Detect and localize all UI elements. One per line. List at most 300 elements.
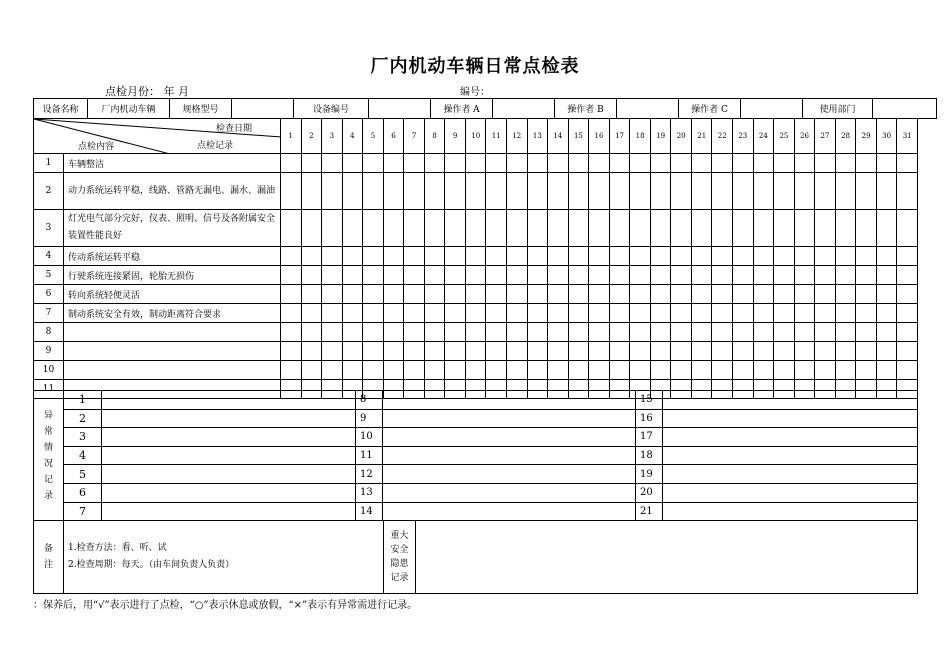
- check-cell[interactable]: [404, 323, 425, 342]
- check-cell[interactable]: [383, 285, 404, 304]
- check-cell[interactable]: [465, 247, 486, 266]
- check-cell[interactable]: [301, 173, 322, 210]
- check-cell[interactable]: [815, 210, 836, 247]
- abnormal-entry-cell[interactable]: [102, 502, 356, 521]
- check-cell[interactable]: [589, 285, 610, 304]
- check-cell[interactable]: [794, 210, 815, 247]
- check-cell[interactable]: [342, 154, 363, 173]
- check-cell[interactable]: [856, 247, 877, 266]
- check-cell[interactable]: [733, 173, 754, 210]
- check-cell[interactable]: [835, 304, 856, 323]
- check-cell[interactable]: [815, 361, 836, 380]
- check-cell[interactable]: [486, 247, 507, 266]
- check-cell[interactable]: [876, 361, 897, 380]
- check-cell[interactable]: [404, 266, 425, 285]
- check-cell[interactable]: [301, 361, 322, 380]
- check-cell[interactable]: [671, 154, 692, 173]
- check-cell[interactable]: [445, 266, 466, 285]
- check-cell[interactable]: [568, 266, 589, 285]
- check-cell[interactable]: [876, 210, 897, 247]
- check-cell[interactable]: [383, 210, 404, 247]
- check-cell[interactable]: [794, 154, 815, 173]
- check-cell[interactable]: [650, 266, 671, 285]
- check-cell[interactable]: [527, 173, 548, 210]
- check-cell[interactable]: [301, 247, 322, 266]
- check-cell[interactable]: [445, 342, 466, 361]
- check-cell[interactable]: [794, 247, 815, 266]
- check-cell[interactable]: [733, 154, 754, 173]
- check-cell[interactable]: [363, 266, 384, 285]
- check-cell[interactable]: [753, 304, 774, 323]
- check-cell[interactable]: [507, 266, 528, 285]
- check-cell[interactable]: [774, 285, 795, 304]
- check-cell[interactable]: [568, 247, 589, 266]
- check-cell[interactable]: [856, 154, 877, 173]
- check-cell[interactable]: [753, 342, 774, 361]
- check-cell[interactable]: [486, 285, 507, 304]
- check-cell[interactable]: [733, 266, 754, 285]
- check-cell[interactable]: [486, 154, 507, 173]
- check-cell[interactable]: [322, 304, 343, 323]
- check-cell[interactable]: [671, 266, 692, 285]
- check-cell[interactable]: [507, 304, 528, 323]
- check-cell[interactable]: [548, 247, 569, 266]
- check-cell[interactable]: [774, 210, 795, 247]
- abnormal-entry-cell[interactable]: [383, 483, 636, 502]
- check-cell[interactable]: [650, 342, 671, 361]
- check-cell[interactable]: [589, 304, 610, 323]
- check-cell[interactable]: [835, 361, 856, 380]
- check-cell[interactable]: [856, 304, 877, 323]
- model-value-cell[interactable]: [232, 99, 294, 119]
- check-cell[interactable]: [486, 342, 507, 361]
- check-cell[interactable]: [281, 342, 302, 361]
- check-cell[interactable]: [404, 154, 425, 173]
- check-cell[interactable]: [609, 342, 630, 361]
- check-cell[interactable]: [815, 285, 836, 304]
- check-cell[interactable]: [856, 285, 877, 304]
- abnormal-entry-cell[interactable]: [102, 391, 356, 410]
- check-cell[interactable]: [383, 247, 404, 266]
- check-cell[interactable]: [589, 342, 610, 361]
- check-cell[interactable]: [815, 342, 836, 361]
- check-cell[interactable]: [835, 173, 856, 210]
- check-cell[interactable]: [548, 210, 569, 247]
- check-cell[interactable]: [835, 285, 856, 304]
- check-cell[interactable]: [733, 342, 754, 361]
- check-cell[interactable]: [794, 266, 815, 285]
- check-cell[interactable]: [671, 342, 692, 361]
- check-cell[interactable]: [630, 304, 651, 323]
- check-cell[interactable]: [794, 361, 815, 380]
- check-cell[interactable]: [281, 173, 302, 210]
- abnormal-entry-cell[interactable]: [383, 428, 636, 447]
- check-cell[interactable]: [322, 154, 343, 173]
- check-cell[interactable]: [897, 247, 918, 266]
- check-cell[interactable]: [815, 304, 836, 323]
- check-cell[interactable]: [691, 247, 712, 266]
- check-cell[interactable]: [794, 342, 815, 361]
- check-cell[interactable]: [630, 210, 651, 247]
- check-cell[interactable]: [281, 154, 302, 173]
- check-cell[interactable]: [650, 210, 671, 247]
- check-cell[interactable]: [897, 323, 918, 342]
- abnormal-entry-cell[interactable]: [663, 446, 918, 465]
- abnormal-entry-cell[interactable]: [383, 446, 636, 465]
- check-cell[interactable]: [650, 173, 671, 210]
- check-cell[interactable]: [322, 210, 343, 247]
- abnormal-entry-cell[interactable]: [383, 409, 636, 428]
- check-cell[interactable]: [383, 304, 404, 323]
- check-cell[interactable]: [363, 247, 384, 266]
- check-cell[interactable]: [363, 304, 384, 323]
- check-cell[interactable]: [383, 361, 404, 380]
- check-cell[interactable]: [445, 285, 466, 304]
- check-cell[interactable]: [650, 247, 671, 266]
- check-cell[interactable]: [876, 323, 897, 342]
- check-cell[interactable]: [363, 285, 384, 304]
- check-cell[interactable]: [527, 247, 548, 266]
- check-cell[interactable]: [753, 266, 774, 285]
- check-cell[interactable]: [404, 285, 425, 304]
- check-cell[interactable]: [342, 323, 363, 342]
- check-cell[interactable]: [712, 285, 733, 304]
- check-cell[interactable]: [445, 304, 466, 323]
- check-cell[interactable]: [342, 342, 363, 361]
- check-cell[interactable]: [404, 361, 425, 380]
- check-cell[interactable]: [794, 323, 815, 342]
- check-cell[interactable]: [712, 247, 733, 266]
- check-cell[interactable]: [548, 266, 569, 285]
- check-cell[interactable]: [691, 342, 712, 361]
- check-cell[interactable]: [815, 154, 836, 173]
- check-cell[interactable]: [486, 266, 507, 285]
- check-cell[interactable]: [671, 304, 692, 323]
- check-cell[interactable]: [568, 210, 589, 247]
- check-cell[interactable]: [774, 361, 795, 380]
- check-cell[interactable]: [424, 342, 445, 361]
- check-cell[interactable]: [486, 210, 507, 247]
- check-cell[interactable]: [897, 285, 918, 304]
- check-cell[interactable]: [835, 323, 856, 342]
- check-cell[interactable]: [589, 173, 610, 210]
- check-cell[interactable]: [568, 154, 589, 173]
- check-cell[interactable]: [774, 304, 795, 323]
- abnormal-entry-cell[interactable]: [102, 483, 356, 502]
- check-cell[interactable]: [568, 361, 589, 380]
- check-cell[interactable]: [507, 285, 528, 304]
- check-cell[interactable]: [342, 304, 363, 323]
- check-cell[interactable]: [424, 304, 445, 323]
- check-cell[interactable]: [589, 154, 610, 173]
- check-cell[interactable]: [897, 342, 918, 361]
- check-cell[interactable]: [712, 361, 733, 380]
- check-cell[interactable]: [609, 304, 630, 323]
- check-cell[interactable]: [445, 247, 466, 266]
- abnormal-entry-cell[interactable]: [663, 409, 918, 428]
- check-cell[interactable]: [507, 342, 528, 361]
- check-cell[interactable]: [424, 154, 445, 173]
- check-cell[interactable]: [774, 247, 795, 266]
- check-cell[interactable]: [383, 342, 404, 361]
- check-cell[interactable]: [712, 323, 733, 342]
- check-cell[interactable]: [897, 361, 918, 380]
- check-cell[interactable]: [445, 361, 466, 380]
- check-cell[interactable]: [897, 266, 918, 285]
- check-cell[interactable]: [465, 154, 486, 173]
- check-cell[interactable]: [424, 210, 445, 247]
- abnormal-entry-cell[interactable]: [663, 391, 918, 410]
- check-cell[interactable]: [753, 210, 774, 247]
- check-cell[interactable]: [691, 266, 712, 285]
- check-cell[interactable]: [835, 342, 856, 361]
- check-cell[interactable]: [650, 323, 671, 342]
- check-cell[interactable]: [691, 210, 712, 247]
- check-cell[interactable]: [876, 154, 897, 173]
- check-cell[interactable]: [630, 173, 651, 210]
- check-cell[interactable]: [527, 342, 548, 361]
- dept-value-cell[interactable]: [873, 99, 937, 119]
- check-cell[interactable]: [486, 173, 507, 210]
- check-cell[interactable]: [712, 266, 733, 285]
- device-name-value[interactable]: 厂内机动车辆: [88, 99, 170, 119]
- check-cell[interactable]: [589, 210, 610, 247]
- check-cell[interactable]: [507, 154, 528, 173]
- check-cell[interactable]: [568, 342, 589, 361]
- check-cell[interactable]: [733, 285, 754, 304]
- check-cell[interactable]: [753, 361, 774, 380]
- check-cell[interactable]: [548, 361, 569, 380]
- check-cell[interactable]: [856, 266, 877, 285]
- check-cell[interactable]: [856, 210, 877, 247]
- check-cell[interactable]: [424, 323, 445, 342]
- check-cell[interactable]: [445, 173, 466, 210]
- check-cell[interactable]: [815, 173, 836, 210]
- check-cell[interactable]: [774, 323, 795, 342]
- check-cell[interactable]: [301, 342, 322, 361]
- check-cell[interactable]: [404, 342, 425, 361]
- operator-b-value-cell[interactable]: [617, 99, 679, 119]
- check-cell[interactable]: [363, 173, 384, 210]
- check-cell[interactable]: [815, 247, 836, 266]
- check-cell[interactable]: [712, 304, 733, 323]
- check-cell[interactable]: [876, 173, 897, 210]
- check-cell[interactable]: [609, 266, 630, 285]
- check-cell[interactable]: [630, 247, 651, 266]
- check-cell[interactable]: [424, 173, 445, 210]
- check-cell[interactable]: [794, 173, 815, 210]
- check-cell[interactable]: [383, 266, 404, 285]
- check-cell[interactable]: [876, 342, 897, 361]
- check-cell[interactable]: [691, 173, 712, 210]
- check-cell[interactable]: [363, 154, 384, 173]
- check-cell[interactable]: [507, 361, 528, 380]
- abnormal-entry-cell[interactable]: [102, 465, 356, 484]
- check-cell[interactable]: [424, 361, 445, 380]
- check-cell[interactable]: [322, 285, 343, 304]
- check-cell[interactable]: [753, 173, 774, 210]
- abnormal-entry-cell[interactable]: [663, 483, 918, 502]
- check-cell[interactable]: [650, 154, 671, 173]
- check-cell[interactable]: [383, 173, 404, 210]
- check-cell[interactable]: [733, 247, 754, 266]
- check-cell[interactable]: [671, 210, 692, 247]
- check-cell[interactable]: [568, 323, 589, 342]
- check-cell[interactable]: [281, 323, 302, 342]
- check-cell[interactable]: [733, 323, 754, 342]
- check-cell[interactable]: [527, 285, 548, 304]
- check-cell[interactable]: [630, 154, 651, 173]
- check-cell[interactable]: [630, 285, 651, 304]
- check-cell[interactable]: [527, 154, 548, 173]
- device-no-value-cell[interactable]: [369, 99, 431, 119]
- abnormal-entry-cell[interactable]: [663, 502, 918, 521]
- check-cell[interactable]: [363, 210, 384, 247]
- check-cell[interactable]: [671, 247, 692, 266]
- check-cell[interactable]: [548, 154, 569, 173]
- check-cell[interactable]: [527, 304, 548, 323]
- abnormal-entry-cell[interactable]: [102, 409, 356, 428]
- check-cell[interactable]: [527, 210, 548, 247]
- check-cell[interactable]: [650, 361, 671, 380]
- check-cell[interactable]: [568, 285, 589, 304]
- check-cell[interactable]: [404, 173, 425, 210]
- check-cell[interactable]: [609, 210, 630, 247]
- check-cell[interactable]: [609, 285, 630, 304]
- check-cell[interactable]: [630, 342, 651, 361]
- check-cell[interactable]: [486, 361, 507, 380]
- check-cell[interactable]: [465, 304, 486, 323]
- check-cell[interactable]: [589, 361, 610, 380]
- check-cell[interactable]: [774, 266, 795, 285]
- check-cell[interactable]: [548, 342, 569, 361]
- check-cell[interactable]: [445, 154, 466, 173]
- check-cell[interactable]: [691, 323, 712, 342]
- check-cell[interactable]: [876, 247, 897, 266]
- check-cell[interactable]: [568, 304, 589, 323]
- check-cell[interactable]: [671, 361, 692, 380]
- check-cell[interactable]: [281, 361, 302, 380]
- check-cell[interactable]: [342, 210, 363, 247]
- check-cell[interactable]: [897, 154, 918, 173]
- check-cell[interactable]: [527, 266, 548, 285]
- check-cell[interactable]: [691, 361, 712, 380]
- check-cell[interactable]: [424, 266, 445, 285]
- check-cell[interactable]: [301, 210, 322, 247]
- check-cell[interactable]: [322, 266, 343, 285]
- check-cell[interactable]: [342, 361, 363, 380]
- check-cell[interactable]: [507, 173, 528, 210]
- check-cell[interactable]: [281, 304, 302, 323]
- check-cell[interactable]: [342, 247, 363, 266]
- check-cell[interactable]: [794, 304, 815, 323]
- check-cell[interactable]: [815, 323, 836, 342]
- check-cell[interactable]: [630, 361, 651, 380]
- check-cell[interactable]: [609, 323, 630, 342]
- check-cell[interactable]: [712, 173, 733, 210]
- check-cell[interactable]: [301, 304, 322, 323]
- check-cell[interactable]: [383, 154, 404, 173]
- check-cell[interactable]: [774, 342, 795, 361]
- abnormal-entry-cell[interactable]: [663, 428, 918, 447]
- check-cell[interactable]: [835, 210, 856, 247]
- check-cell[interactable]: [281, 285, 302, 304]
- check-cell[interactable]: [507, 247, 528, 266]
- check-cell[interactable]: [609, 247, 630, 266]
- check-cell[interactable]: [856, 342, 877, 361]
- check-cell[interactable]: [548, 173, 569, 210]
- check-cell[interactable]: [835, 266, 856, 285]
- check-cell[interactable]: [322, 173, 343, 210]
- check-cell[interactable]: [465, 210, 486, 247]
- check-cell[interactable]: [548, 304, 569, 323]
- check-cell[interactable]: [301, 323, 322, 342]
- check-cell[interactable]: [322, 247, 343, 266]
- check-cell[interactable]: [856, 361, 877, 380]
- check-cell[interactable]: [691, 304, 712, 323]
- abnormal-entry-cell[interactable]: [383, 502, 636, 521]
- check-cell[interactable]: [548, 323, 569, 342]
- check-cell[interactable]: [486, 304, 507, 323]
- check-cell[interactable]: [322, 361, 343, 380]
- operator-a-value-cell[interactable]: [493, 99, 555, 119]
- check-cell[interactable]: [753, 247, 774, 266]
- check-cell[interactable]: [527, 323, 548, 342]
- check-cell[interactable]: [733, 304, 754, 323]
- check-cell[interactable]: [424, 247, 445, 266]
- check-cell[interactable]: [753, 285, 774, 304]
- check-cell[interactable]: [609, 173, 630, 210]
- abnormal-entry-cell[interactable]: [383, 391, 636, 410]
- check-cell[interactable]: [589, 323, 610, 342]
- check-cell[interactable]: [733, 210, 754, 247]
- check-cell[interactable]: [609, 154, 630, 173]
- check-cell[interactable]: [671, 173, 692, 210]
- abnormal-entry-cell[interactable]: [102, 428, 356, 447]
- check-cell[interactable]: [342, 285, 363, 304]
- check-cell[interactable]: [445, 323, 466, 342]
- check-cell[interactable]: [876, 304, 897, 323]
- check-cell[interactable]: [671, 285, 692, 304]
- check-cell[interactable]: [465, 173, 486, 210]
- check-cell[interactable]: [424, 285, 445, 304]
- check-cell[interactable]: [774, 154, 795, 173]
- check-cell[interactable]: [691, 285, 712, 304]
- check-cell[interactable]: [363, 342, 384, 361]
- check-cell[interactable]: [753, 154, 774, 173]
- check-cell[interactable]: [609, 361, 630, 380]
- check-cell[interactable]: [856, 323, 877, 342]
- check-cell[interactable]: [465, 266, 486, 285]
- check-cell[interactable]: [281, 210, 302, 247]
- check-cell[interactable]: [671, 323, 692, 342]
- check-cell[interactable]: [486, 323, 507, 342]
- check-cell[interactable]: [383, 323, 404, 342]
- check-cell[interactable]: [404, 210, 425, 247]
- check-cell[interactable]: [363, 323, 384, 342]
- check-cell[interactable]: [548, 285, 569, 304]
- check-cell[interactable]: [650, 304, 671, 323]
- check-cell[interactable]: [465, 323, 486, 342]
- check-cell[interactable]: [568, 173, 589, 210]
- abnormal-entry-cell[interactable]: [102, 446, 356, 465]
- hazard-record-cell[interactable]: [416, 521, 918, 594]
- check-cell[interactable]: [465, 285, 486, 304]
- check-cell[interactable]: [753, 323, 774, 342]
- check-cell[interactable]: [835, 247, 856, 266]
- check-cell[interactable]: [650, 285, 671, 304]
- check-cell[interactable]: [527, 361, 548, 380]
